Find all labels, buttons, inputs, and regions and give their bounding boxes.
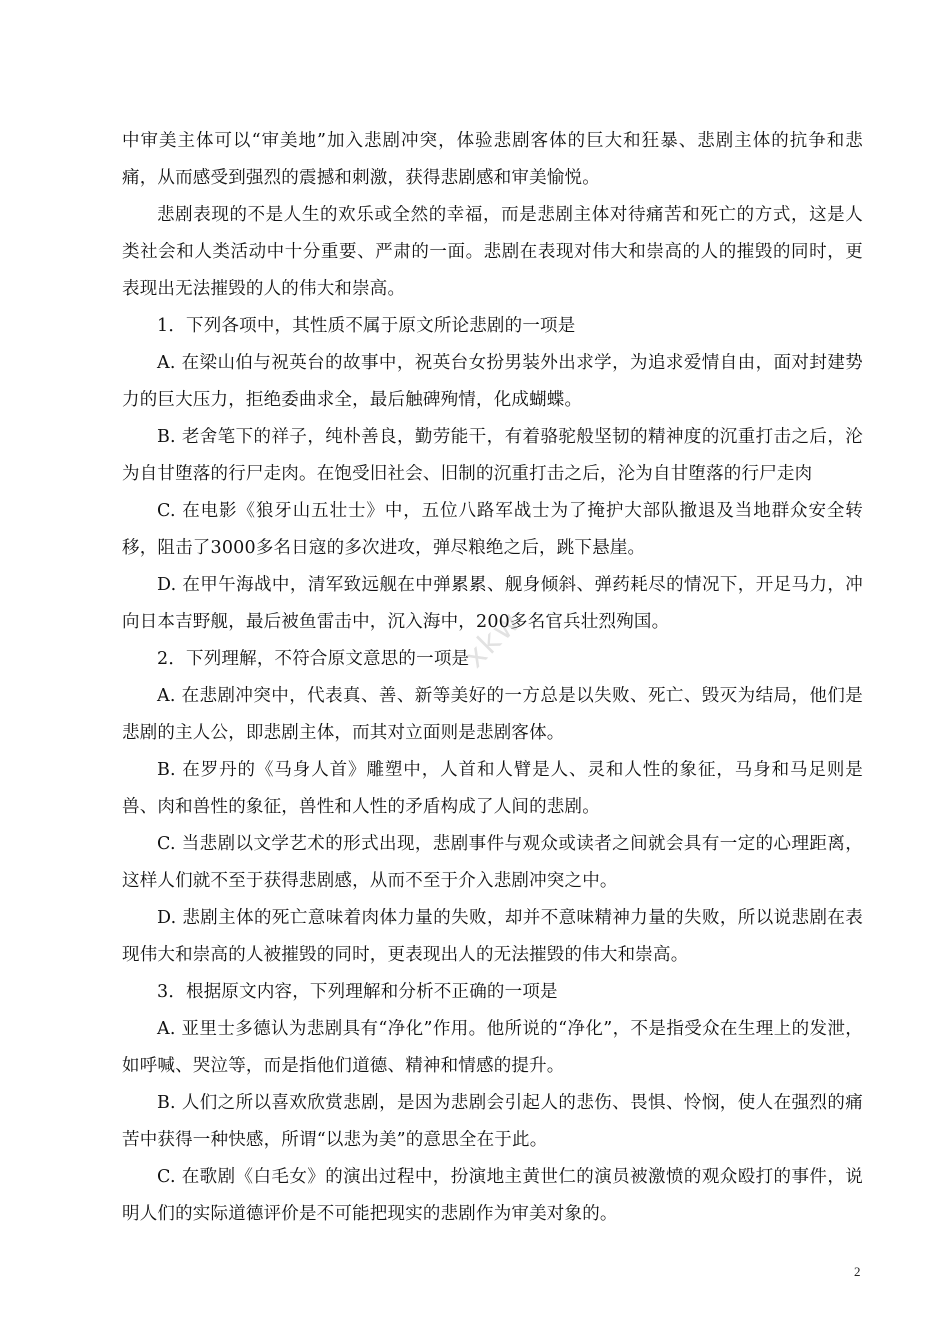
- option-a: A. 亚里士多德认为悲剧具有“净化”作用。他所说的“净化”，不是指受众在生理上的发泄，如呼喊、哭泣等，而是指他们道德、精神和情感的提升。: [122, 1019, 863, 1076]
- option-b: B. 在罗丹的《马身人首》雕塑中，人首和人臂是人、灵和人性的象征，马身和马足则是兽、肉和兽性的象征，兽性和人性的矛盾构成了人间的悲剧。: [122, 760, 863, 817]
- page-number: 2: [854, 1264, 861, 1279]
- option-a: A. 在梁山伯与祝英台的故事中，祝英台女扮男装外出求学，为追求爱情自由，面对封建势力的巨大压力，拒绝委曲求全，最后触碑殉情，化成蝴蝶。: [122, 353, 863, 410]
- question-stem: 3．根据原文内容，下列理解和分析不正确的一项是: [157, 982, 558, 1002]
- option-d: D. 在甲午海战中，清军致远舰在中弹累累、舰身倾斜、弹药耗尽的情况下，开足马力，冲向日本吉野舰，最后被鱼雷击中，沉入海中，200多名官兵壮烈殉国。: [122, 575, 863, 632]
- question-3: [122, 974, 863, 1233]
- option-b: B. 老舍笔下的祥子，纯朴善良，勤劳能干，有着骆驼般坚韧的精神度的沉重打击之后，沦为自甘堕落的行尸走肉。在饱受旧社会、旧制的沉重打击之后，沦为自甘堕落的行尸走肉: [122, 427, 863, 484]
- option-c: C. 在歌剧《白毛女》的演出过程中，扮演地主黄世仁的演员被激愤的观众殴打的事件，说明人们的实际道德评价是不可能把现实的悲剧作为审美对象的。: [122, 1167, 863, 1224]
- option-d: D. 悲剧主体的死亡意味着肉体力量的失败，却并不意味精神力量的失败，所以说悲剧在表现伟大和崇高的人被摧毁的同时，更表现出人的无法摧毁的伟大和崇高。: [122, 908, 863, 965]
- document-body: [122, 123, 863, 1233]
- option-b: B. 人们之所以喜欢欣赏悲剧，是因为悲剧会引起人的悲伤、畏惧、怜悯，使人在强烈的痛苦中获得一种快感，所谓“以悲为美”的意思全在于此。: [122, 1093, 863, 1150]
- body-paragraph-continued: 中审美主体可以“审美地”加入悲剧冲突，体验悲剧客体的巨大和狂暴、悲剧主体的抗争和悲痛，从而感受到强烈的震撼和刺激，获得悲剧感和审美愉悦。: [122, 131, 863, 188]
- watermark: xkw: [457, 603, 529, 676]
- option-c: C. 当悲剧以文学艺术的形式出现，悲剧事件与观众或读者之间就会具有一定的心理距离，这样人们就不至于获得悲剧感，从而不至于介入悲剧冲突之中。: [122, 834, 863, 891]
- question-stem: 1．下列各项中，其性质不属于原文所论悲剧的一项是: [157, 316, 576, 336]
- question-1: [122, 308, 863, 641]
- body-paragraph: 悲剧表现的不是人生的欢乐或全然的幸福，而是悲剧主体对待痛苦和死亡的方式，这是人类社会和人类活动中十分重要、严肃的一面。悲剧在表现对伟大和崇高的人的摧毁的同时，更表现出无法摧毁的人的伟大和崇高。: [122, 205, 863, 299]
- option-c: C. 在电影《狼牙山五壮士》中，五位八路军战士为了掩护大部队撤退及当地群众安全转移，阻击了3000多名日寇的多次进攻，弹尽粮绝之后，跳下悬崖。: [122, 501, 863, 558]
- question-2: [122, 641, 863, 974]
- option-a: A. 在悲剧冲突中，代表真、善、新等美好的一方总是以失败、死亡、毁灭为结局，他们是悲剧的主人公，即悲剧主体，而其对立面则是悲剧客体。: [122, 686, 863, 743]
- question-stem: 2．下列理解，不符合原文意思的一项是: [157, 649, 470, 669]
